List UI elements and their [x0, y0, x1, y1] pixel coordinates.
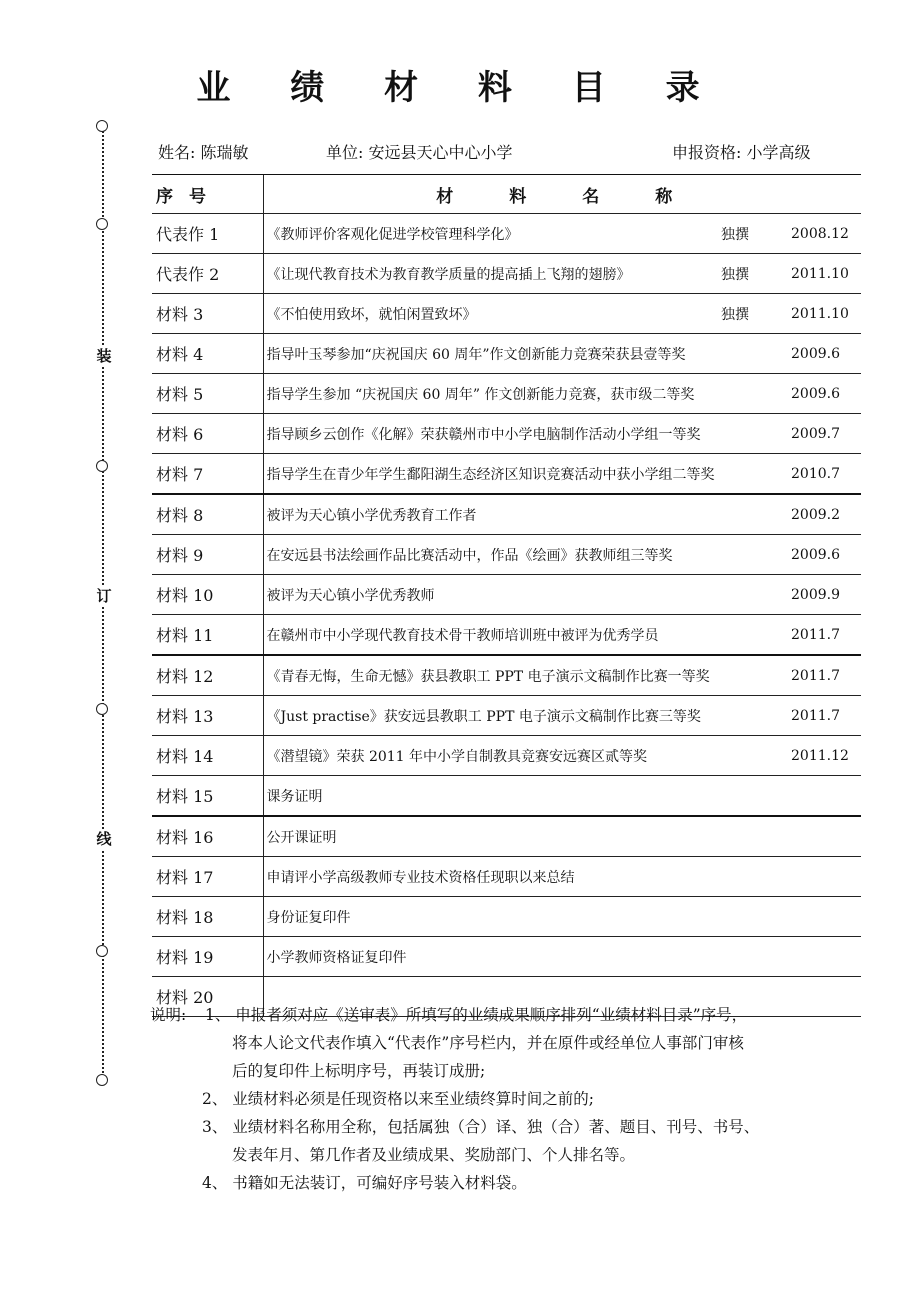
row-number: 材料 8	[152, 494, 263, 535]
material-date: 2009.2	[791, 506, 840, 523]
binding-hole-icon	[96, 703, 108, 715]
material-title: 《让现代教育技术为教育教学质量的提高插上飞翔的翅膀》	[266, 266, 631, 283]
binding-char-xian: 线	[92, 829, 116, 849]
row-material	[263, 776, 861, 817]
table-row	[152, 816, 861, 857]
material-title: 指导学生参加 “庆祝国庆 60 周年” 作文创新能力竞赛，获市级二等奖	[266, 386, 695, 403]
material-title: 《Just practise》获安远县教职工 PPT 电子演示文稿制作比赛三等奖	[266, 708, 701, 725]
row-material	[263, 615, 861, 656]
row-material	[263, 897, 861, 937]
table-row	[152, 937, 861, 977]
material-title: 《教师评价客观化促进学校管理科学化》	[266, 226, 519, 243]
table-row	[152, 696, 861, 736]
binding-hole-icon	[96, 120, 108, 132]
row-number: 材料 3	[152, 294, 263, 334]
row-material	[263, 857, 861, 897]
binding-char-ding: 订	[92, 586, 116, 606]
row-number: 材料 12	[152, 655, 263, 696]
notes-label: 说明:	[150, 1006, 187, 1024]
table-row	[152, 214, 861, 254]
row-material	[263, 294, 861, 334]
row-number: 材料 10	[152, 575, 263, 615]
table-row	[152, 254, 861, 294]
row-material	[263, 736, 861, 776]
page-title: 业 绩 材 料 目 录	[196, 68, 724, 108]
binding-hole-icon	[96, 460, 108, 472]
material-date: 2010.7	[791, 465, 840, 482]
table-row	[152, 776, 861, 817]
row-number: 材料 16	[152, 816, 263, 857]
note-item: 1、 申报者须对应《送审表》所填写的业绩成果顺序排列“业绩材料目录”序号，	[205, 1006, 748, 1024]
note-item: 3、 业绩材料名称用全称，包括属独（合）译、独（合）著、题目、刊号、书号、	[202, 1118, 760, 1136]
material-date: 2009.6	[791, 345, 840, 362]
table-row	[152, 897, 861, 937]
material-date: 2009.6	[791, 385, 840, 402]
row-material	[263, 655, 861, 696]
row-number: 材料 7	[152, 454, 263, 495]
material-author: 独撰	[721, 226, 749, 243]
table-row	[152, 414, 861, 454]
row-number: 材料 15	[152, 776, 263, 817]
applicant-name: 姓名: 陈瑞敏	[158, 143, 249, 162]
applicant-unit: 单位: 安远县天心中心小学	[326, 143, 513, 162]
table-row	[152, 494, 861, 535]
note-item: 后的复印件上标明序号，再装订成册;	[232, 1062, 486, 1080]
row-number: 材料 17	[152, 857, 263, 897]
material-title: 《青春无悔，生命无憾》获县教职工 PPT 电子演示文稿制作比赛一等奖	[266, 668, 710, 685]
binding-hole-icon	[96, 218, 108, 230]
table-row	[152, 736, 861, 776]
material-title: 指导学生在青少年学生鄱阳湖生态经济区知识竞赛活动中获小学组二等奖	[266, 466, 715, 483]
material-title: 《不怕使用致坏，就怕闲置致坏》	[266, 306, 477, 323]
header-material: 材料名称	[263, 175, 861, 214]
material-title: 课务证明	[266, 788, 323, 805]
row-material	[263, 374, 861, 414]
binding-hole-icon	[96, 945, 108, 957]
row-number: 材料 20	[152, 977, 263, 1017]
material-date: 2011.7	[791, 667, 840, 684]
row-material	[263, 535, 861, 575]
table-row	[152, 575, 861, 615]
row-material	[263, 454, 861, 495]
row-number: 代表作 2	[152, 254, 263, 294]
table-row	[152, 535, 861, 575]
material-date: 2011.12	[791, 747, 849, 764]
material-title: 指导叶玉琴参加“庆祝国庆 60 周年”作文创新能力竞赛荣获县壹等奖	[266, 346, 686, 363]
binding-hole-icon	[96, 1074, 108, 1086]
material-title: 在安远县书法绘画作品比赛活动中，作品《绘画》获教师组三等奖	[266, 547, 673, 564]
table-header-row	[152, 175, 861, 214]
row-material	[263, 575, 861, 615]
row-material	[263, 254, 861, 294]
material-date: 2009.7	[791, 425, 840, 442]
material-title: 《潜望镜》荣获 2011 年中小学自制教具竞赛安远赛区贰等奖	[266, 748, 648, 765]
row-material	[263, 334, 861, 374]
table-row	[152, 454, 861, 495]
materials-table	[152, 174, 861, 1017]
table-row	[152, 294, 861, 334]
row-number: 代表作 1	[152, 214, 263, 254]
material-title: 申请评小学高级教师专业技术资格任现职以来总结	[266, 869, 575, 886]
table-row	[152, 615, 861, 656]
material-date: 2011.7	[791, 707, 840, 724]
material-author: 独撰	[721, 266, 749, 283]
binding-char-zhuang: 装	[92, 346, 116, 366]
row-number: 材料 19	[152, 937, 263, 977]
row-number: 材料 4	[152, 334, 263, 374]
row-material	[263, 494, 861, 535]
note-item: 2、 业绩材料必须是任现资格以来至业绩终算时间之前的;	[202, 1090, 595, 1108]
header-num: 序号	[152, 175, 263, 214]
row-number: 材料 14	[152, 736, 263, 776]
row-number: 材料 5	[152, 374, 263, 414]
note-item: 4、 书籍如无法装订，可编好序号装入材料袋。	[202, 1174, 527, 1192]
row-material	[263, 414, 861, 454]
row-material	[263, 696, 861, 736]
row-material	[263, 816, 861, 857]
binding-margin	[92, 118, 116, 1088]
row-number: 材料 11	[152, 615, 263, 656]
row-number: 材料 6	[152, 414, 263, 454]
material-date: 2009.9	[791, 586, 840, 603]
material-title: 被评为天心镇小学优秀教育工作者	[266, 507, 477, 524]
material-title: 小学教师资格证复印件	[266, 949, 407, 966]
row-material	[263, 937, 861, 977]
row-number: 材料 9	[152, 535, 263, 575]
material-date: 2009.6	[791, 546, 840, 563]
material-title: 指导顾乡云创作《化解》荣获赣州市中小学电脑制作活动小学组一等奖	[266, 426, 701, 443]
material-author: 独撰	[721, 306, 749, 323]
table-row	[152, 334, 861, 374]
table-row	[152, 857, 861, 897]
table-row	[152, 655, 861, 696]
note-item: 发表年月、第几作者及业绩成果、奖励部门、个人排名等。	[232, 1146, 636, 1164]
material-title: 身份证复印件	[266, 909, 351, 926]
material-title: 被评为天心镇小学优秀教师	[266, 587, 435, 604]
material-date: 2011.7	[791, 626, 840, 643]
row-number: 材料 18	[152, 897, 263, 937]
material-date: 2008.12	[791, 225, 849, 242]
material-date: 2011.10	[791, 265, 849, 282]
table-row	[152, 374, 861, 414]
note-item: 将本人论文代表作填入“代表作”序号栏内，并在原件或经单位人事部门审核	[232, 1034, 744, 1052]
applicant-qualification: 申报资格: 小学高级	[672, 143, 811, 162]
material-title: 在赣州市中小学现代教育技术骨干教师培训班中被评为优秀学员	[266, 627, 659, 644]
material-date: 2011.10	[791, 305, 849, 322]
row-material	[263, 214, 861, 254]
row-number: 材料 13	[152, 696, 263, 736]
material-title: 公开课证明	[266, 829, 337, 846]
